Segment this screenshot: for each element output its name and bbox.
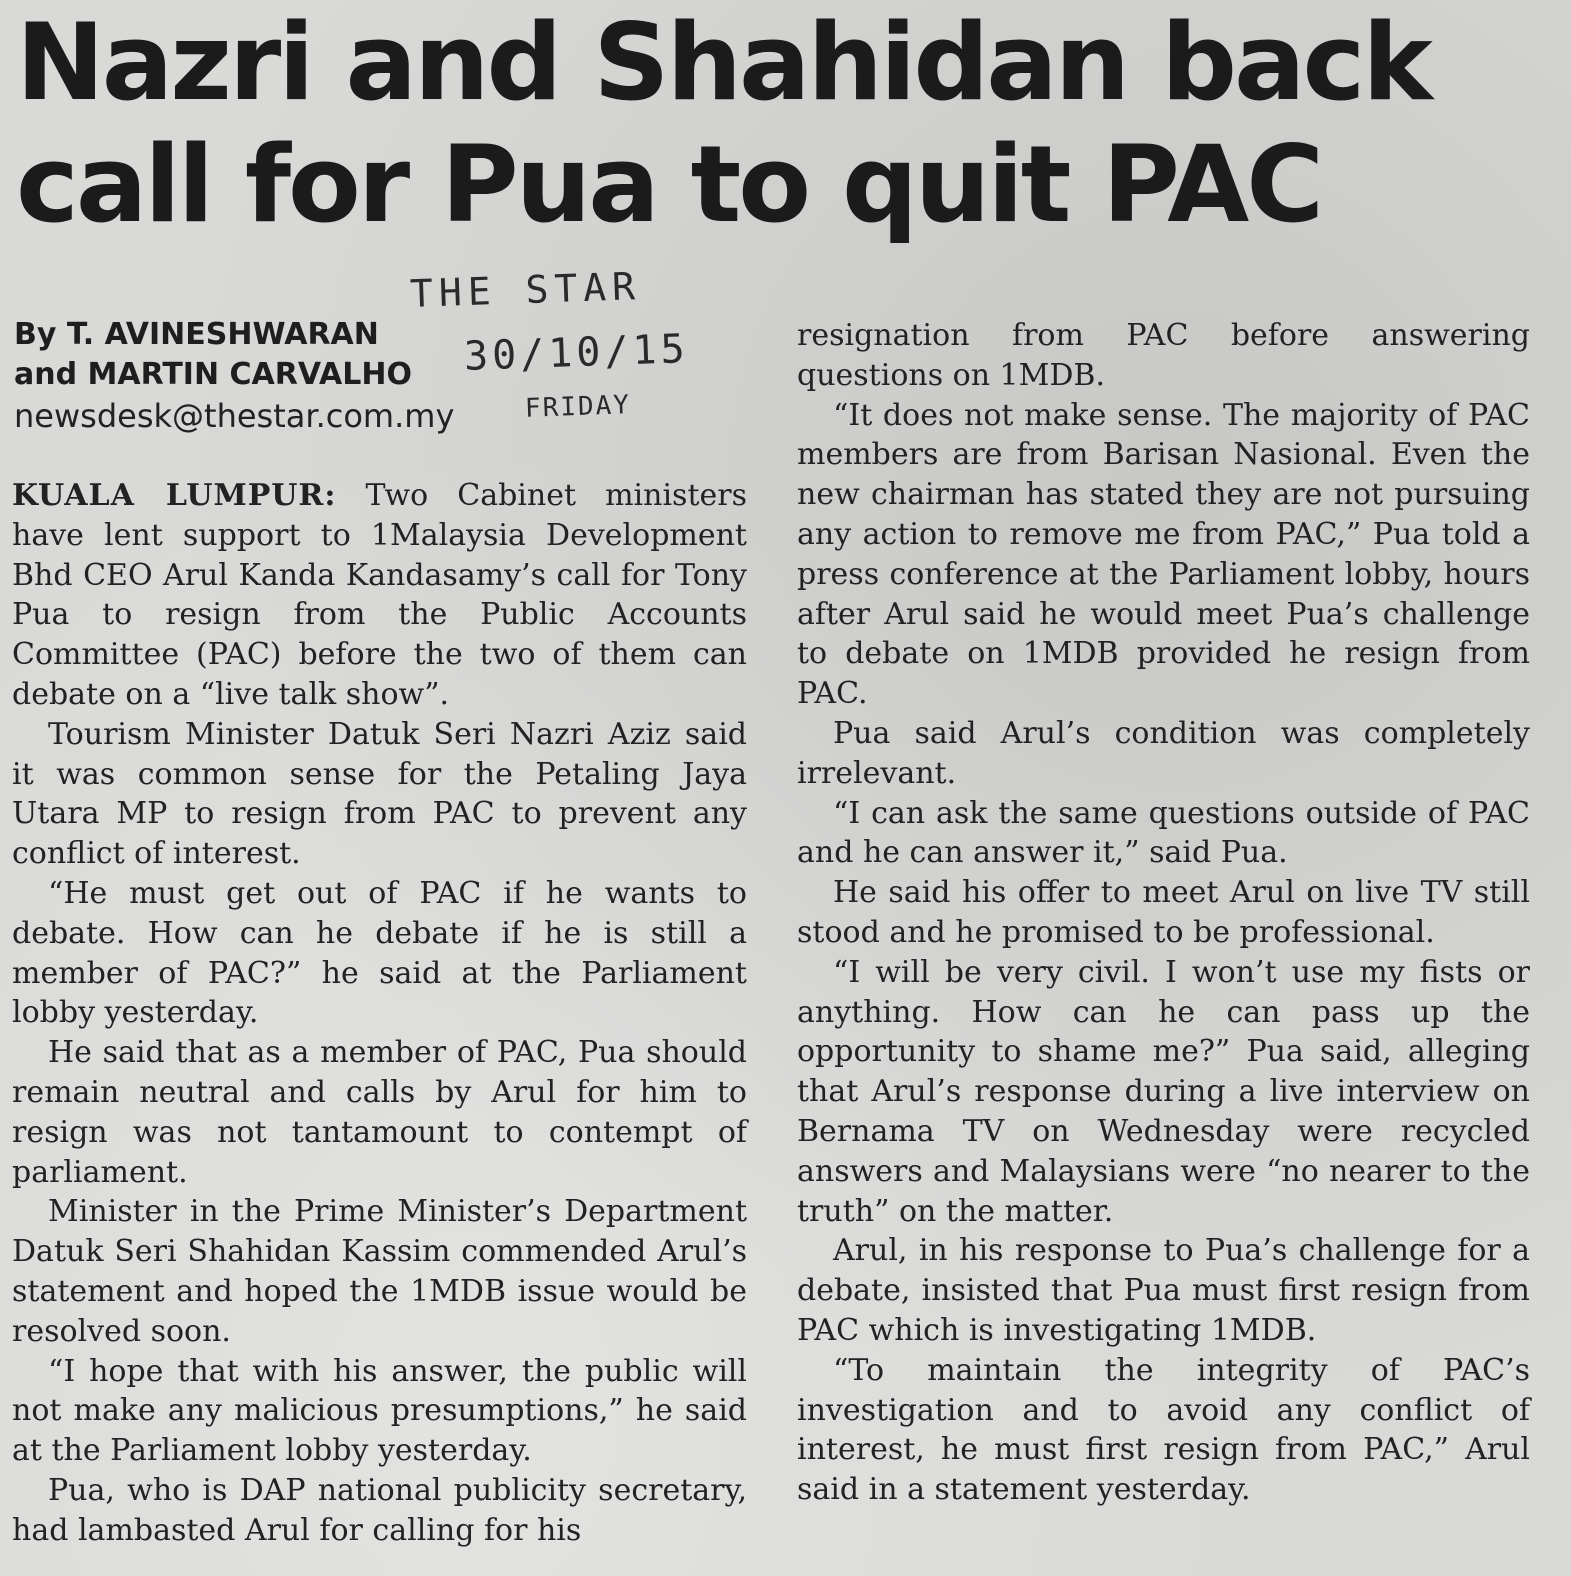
paragraph: Pua said Arul’s condition was completely irrelevant. [797,715,1530,791]
handwritten-date: 30/10/15 [463,326,690,380]
paragraph: resignation from PAC before answering questions on 1MDB. [797,318,1530,393]
headline [16,2,1556,246]
headline-line-1: Nazri and Shahidan back [16,1,1430,124]
paragraph: Minister in the Prime Minister’s Department Datuk Seri Shahidan Kassim commended Arul’s statement and hoped the 1MDB issue would be resolved soon. [12,1194,747,1349]
dateline: KUALA LUMPUR: [12,478,337,513]
byline-author-2: and MARTIN CARVALHO [14,357,412,392]
paragraph: “I hope that with his answer, the public will not make any malicious presumptions,” he said at the Parliament lobby yesterday. [12,1353,747,1469]
paragraph: “I will be very civil. I won’t use my fists or anything. How can he can pass up the opportunity to shame me?” Pua said, alleging that Arul’s response during a live interview on Bernama TV on Wednesday were recycled answers and Malaysians were “no nearer to the truth” on the matter. [797,954,1530,1229]
article-column-2 [797,316,1530,1510]
article-column-1 [12,476,747,1551]
byline-email: newsdesk@thestar.com.my [14,397,455,435]
paragraph [12,476,747,715]
handwritten-day: FRIDAY [524,390,632,424]
paragraph: Tourism Minister Datuk Seri Nazri Aziz said it was common sense for the Petaling Jaya Utara MP to resign from PAC to prevent any conflict of interest. [12,716,747,872]
paragraph-text: Two Cabinet ministers have lent support to 1Malaysia Development Bhd CEO Arul Kanda Kandasamy’s call for Tony Pua to resign from the Public Accounts Committee (PAC) before the two of them can debate on a “live talk show”. [12,478,747,712]
paragraph: He said that as a member of PAC, Pua should remain neutral and calls by Arul for him to resign was not tantamount to contempt of parliament. [12,1035,747,1190]
handwritten-publication: THE STAR [409,263,642,317]
paragraph: “He must get out of PAC if he wants to debate. How can he debate if he is still a member of PAC?” he said at the Parliament lobby yesterday. [12,875,747,1031]
paragraph: “I can ask the same questions outside of PAC and he can answer it,” said Pua. [797,795,1530,871]
byline-author-1: By T. AVINESHWARAN [14,317,379,352]
headline-line-2: call for Pua to quit PAC [16,123,1322,246]
paragraph: Pua, who is DAP national publicity secretary, had lambasted Arul for calling for his [12,1472,747,1548]
paragraph: Arul, in his response to Pua’s challenge for a debate, insisted that Pua must first resign from PAC which is investigating 1MDB. [797,1233,1530,1348]
paragraph: “To maintain the integrity of PAC’s investigation and to avoid any conflict of interest, he must first resign from PAC,” Arul said in a statement yesterday. [797,1352,1530,1508]
byline [14,315,454,437]
paragraph: “It does not make sense. The majority of PAC members are from Barisan Nasional. Even the new chairman has stated they are not pursuing any action to remove me from PAC,” Pua told a press conference at the Parliament lobby, hours after Arul said he would meet Pua’s challenge to debate on 1MDB provided he resign from PAC. [797,397,1530,712]
paragraph: He said his offer to meet Arul on live TV still stood and he promised to be professional. [797,875,1530,950]
